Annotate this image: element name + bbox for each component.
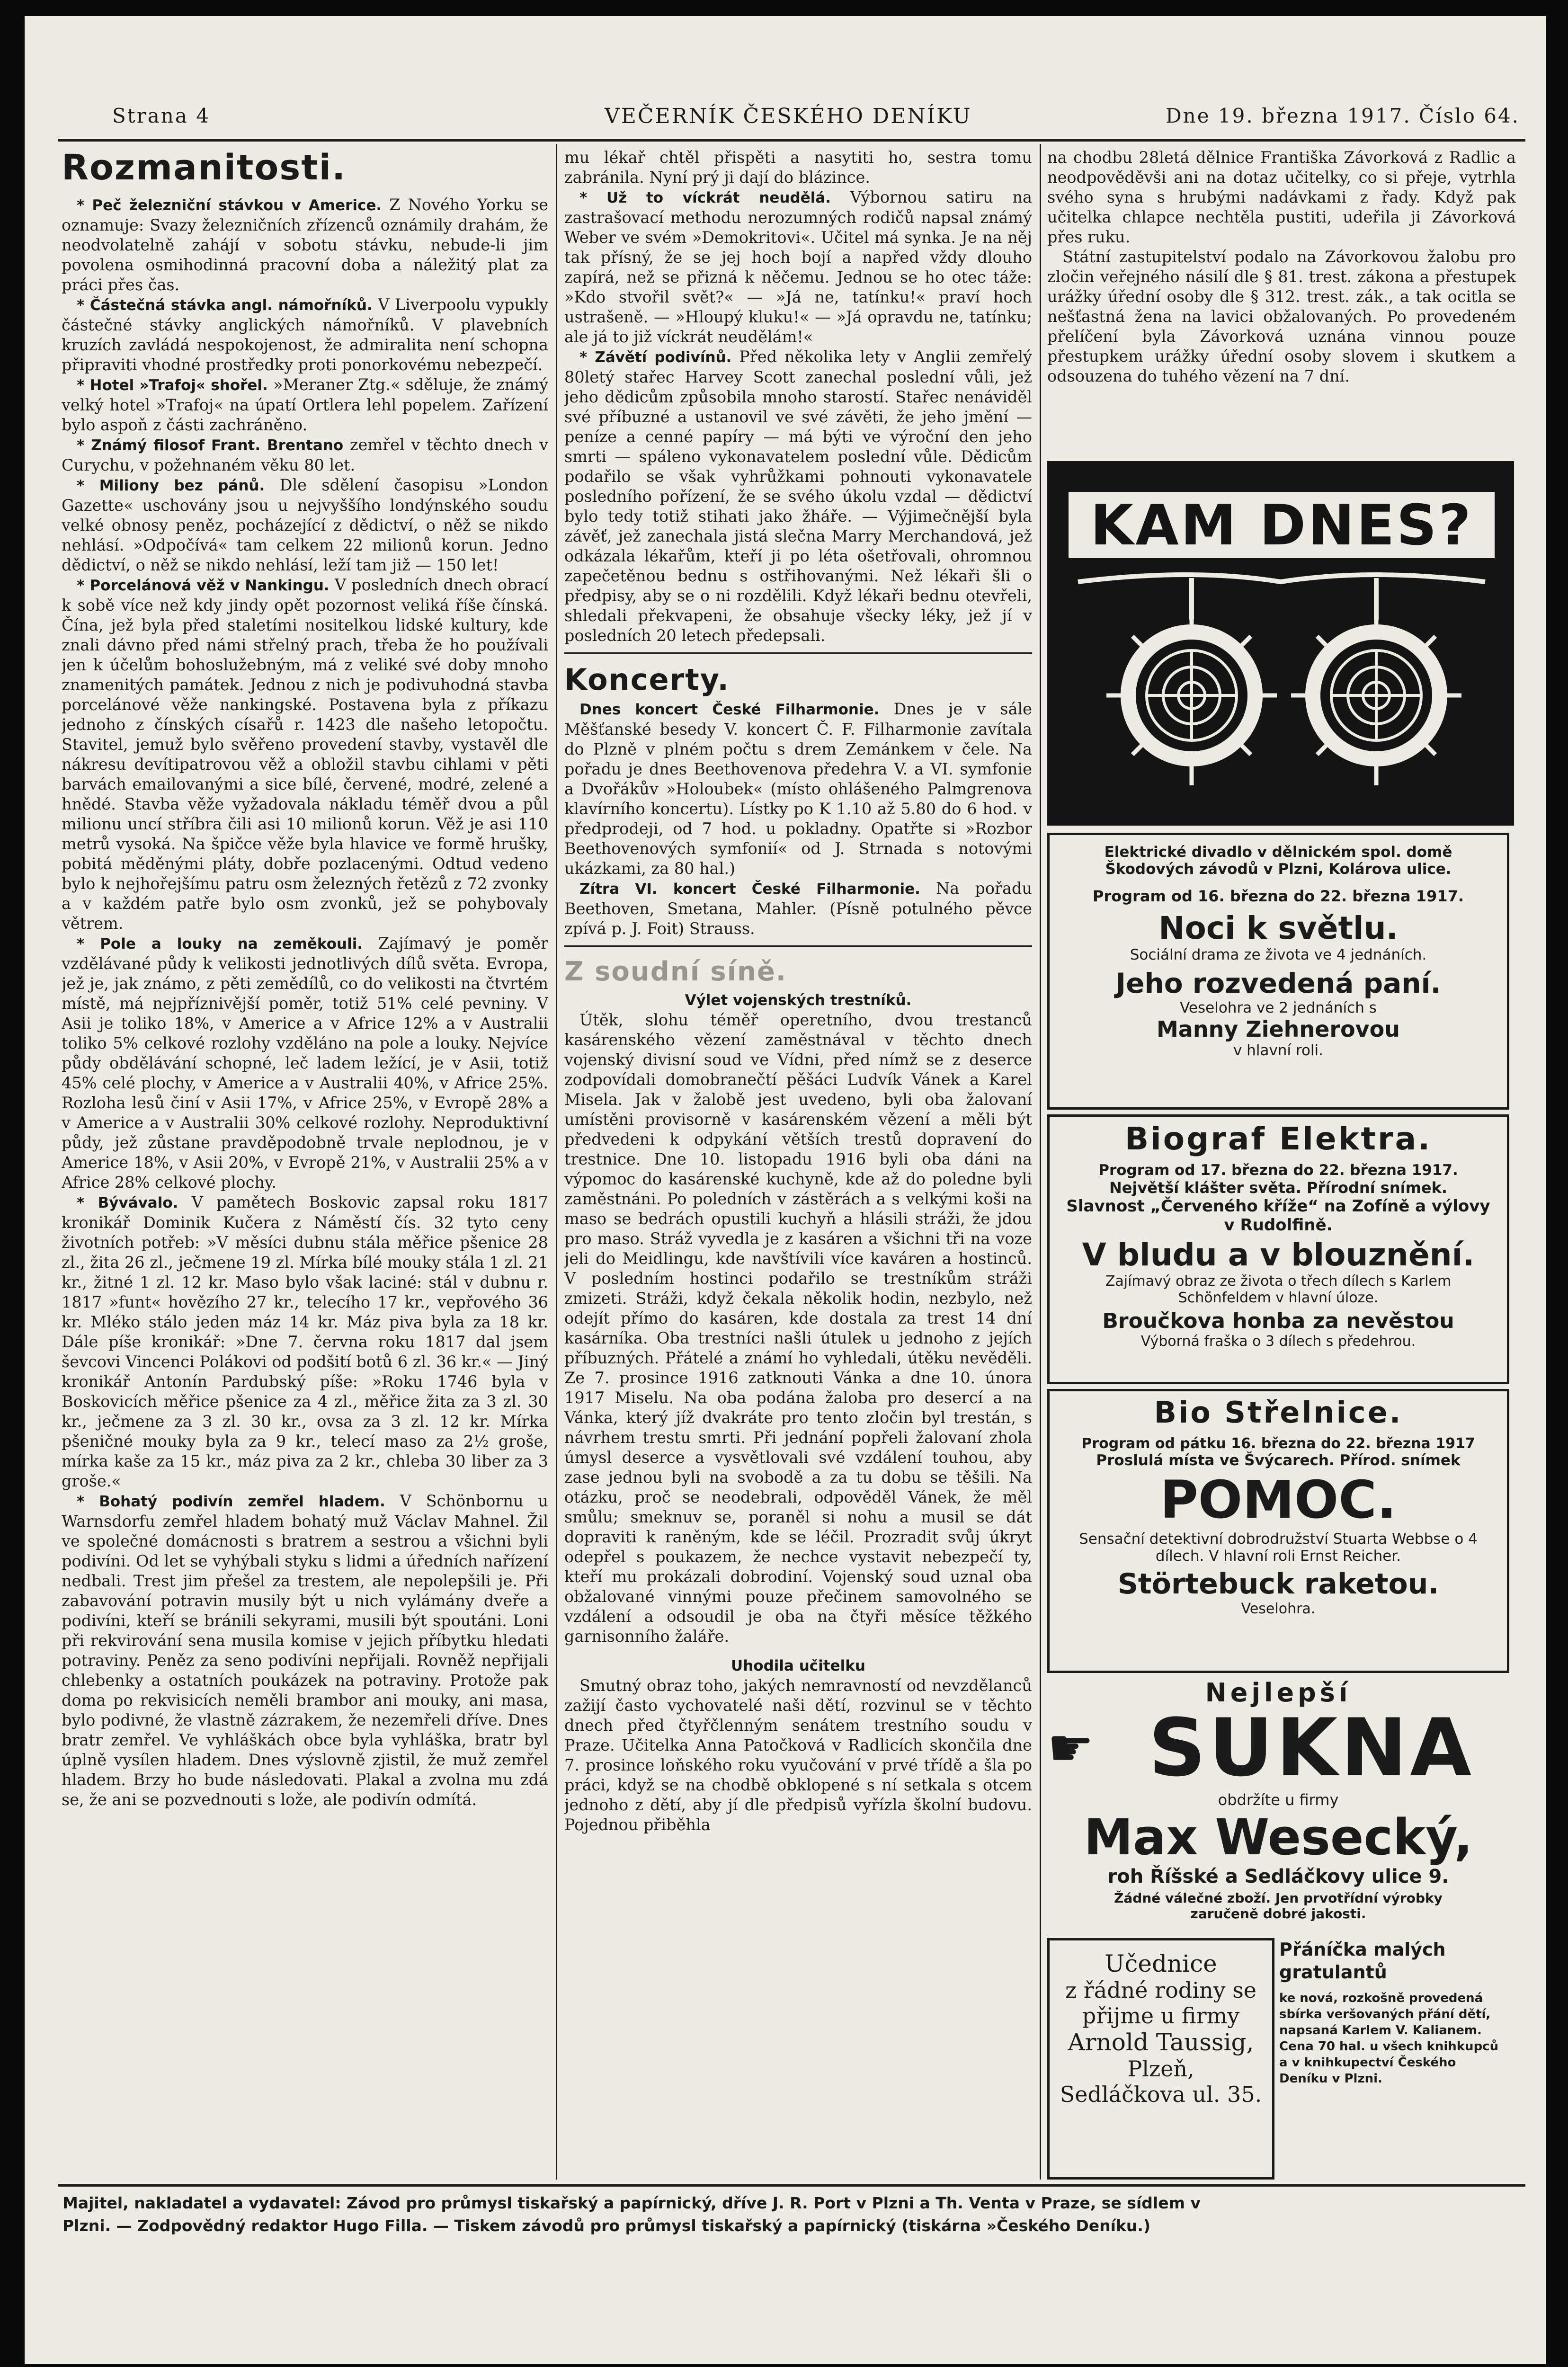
article-title-vylet: Výlet vojenských trestníků. xyxy=(685,992,912,1009)
theater-name-line2: Škodových závodů v Plzni, Kolárova ulice. xyxy=(1105,861,1452,878)
article-heading: Zítra VI. koncert České Filharmonie. xyxy=(579,881,920,898)
article-paragraph xyxy=(564,699,1032,879)
street-lamps-illustration xyxy=(1050,568,1512,814)
elektra-subtitle-2: Výborná fraška o 3 dílech s předehrou. xyxy=(1140,1333,1416,1350)
imprint-line-1: Majitel, nakladatel a vydavatel: Závod pro průmysl tiskařský a papírnický, dříve J. R. Port v Plzni a Th. Venta v Praze, se sídlem v xyxy=(62,2194,1201,2212)
article-text: Před několika lety v Anglii zemřelý 80letý stařec Harvey Scott zanechal poslední vůli, jež jeho dědicům způsobila mnoho starostí. Stařec nenáviděl své příbuzné a ustanovil ve své závěti, že jeho jmění — peníze a cenné papíry — má býti ve výroční den jeho smrti — spáleno vykonavatelem poslední vůle. Dědicům podařilo se však vyhrůžkami pohnouti vykonavatele posledního pořízení, že se svého úkolu vzdal — dědictví bylo tedy totiž stihati jako žháře. — Výjimečnější byla závěť, jež zanechala jistá slečna Marry Merchandová, jež odkázala lékařům, kteří ji po léta ošetřovali, ohromnou zapečetěnou bednu s ostřihovanými. Než lékaři šli o předpisy, aby se o ni rozdělili. Když lékaři bednu otevřeli, shledali překvapeni, že obsahuje všecky léky, jež jí v posledních 20 letech předepsali. xyxy=(564,347,1032,645)
ucednice-l4: Arnold Taussig, xyxy=(1068,2029,1254,2056)
ucednice-l1: Učednice xyxy=(1105,1950,1217,1977)
concert-articles xyxy=(564,699,1032,939)
kam-dnes-banner xyxy=(1047,461,1514,826)
article-paragraph xyxy=(62,195,548,295)
column-rule-1 xyxy=(556,144,557,2180)
article-heading: * Miliony bez pánů. xyxy=(77,477,265,494)
theater-title-1: Noci k světlu. xyxy=(1158,910,1398,946)
sukna-big: SUKNA xyxy=(1148,1701,1475,1794)
header-rule xyxy=(58,139,1525,142)
bio-name: Bio Střelnice. xyxy=(1154,1395,1403,1430)
elektra-name: Biograf Elektra. xyxy=(1124,1121,1432,1157)
article-paragraph xyxy=(62,295,548,375)
article-title-uhodila: Uhodila učitelku xyxy=(731,1657,865,1674)
bio-subtitle-1: Sensační detektivní dobrodružství Stuarta Webbse o 4 dílech. V hlavní roli Ernst Reicher. xyxy=(1079,1531,1478,1565)
masthead: VEČERNÍK ČESKÉHO DENÍKU xyxy=(605,104,972,128)
article-text: »Meraner Ztg.« sděluje, že známý velký hotel »Trafoj« na úpatí Ortlera lehl popelem. Zařízení bylo aspoň z části zachráněno. xyxy=(62,375,548,434)
ad-elektricke-divadlo xyxy=(1047,833,1509,1110)
bio-line1: Proslulá místa ve Švýcarech. Přírod. snímek xyxy=(1096,1452,1461,1469)
article-uhodila: Smutný obraz toho, jakých nemravností od nevzdělanců zažijí často vychovatelé naši dětí, rozvinul se v těchto dnech před čtyřčlenným senátem trestního soudu v Praze. Učitelka Anna Patočková v Radlicích skončila dne 7. prosince loňského roku vyučování v prvé třídě a šla po práci, když se na chodbě obklopené s ní setkala s otcem jednoho z dětí, aby jí dle předpisů vyřízla školní budovu. Pojednou přiběhla xyxy=(564,1676,1032,1834)
column-2-articles xyxy=(564,187,1032,646)
column-rule-2 xyxy=(1040,144,1041,2180)
theater-actress: Manny Ziehnerovou xyxy=(1157,1016,1400,1042)
divider-koncerty xyxy=(564,652,1032,654)
issue-date: Dne 19. března 1917. Číslo 64. xyxy=(1166,104,1520,127)
elektra-program: Program od 17. března do 22. března 1917. xyxy=(1098,1162,1458,1179)
sukna-firm: Max Wesecký, xyxy=(1084,1808,1473,1866)
article-text: Výbornou satiru na zastrašovací methodu nerozumných rodičů napsal známý Weber ve svém »Demokritovi«. Učitel má synka. Je na něj tak přísný, že se jej hoch bojí a napřed vždy dlouho zapírá, než se přizná k něčemu. Jednou se ho otec táže: »Kdo stvořil svět?« — »Já ne, tatínku!« praví hoch ustrašeně. — »Hloupý kluku!« — »Já opravdu ne, tatínku; ale já to již víckrát neudělám!« xyxy=(564,188,1032,346)
newspaper-page xyxy=(25,16,1546,2364)
bio-title-2: Störtebuck raketou. xyxy=(1117,1567,1439,1601)
kam-dnes-title: KAM DNES? xyxy=(1069,492,1495,558)
article-paragraph xyxy=(564,187,1032,347)
column-2 xyxy=(564,148,1032,2183)
article-heading: * Známý filosof Frant. Brentano xyxy=(77,437,344,454)
article-text: Na pořadu Beethoven, Smetana, Mahler. (Písně potulného pěvce zpívá p. J. Foit) Strauss. xyxy=(564,879,1032,938)
article-text: V posledních dnech obrací k sobě více než kdy jindy opět pozornost veliká říše čínská. Čína, jež byla před staletími nositelkou lidské kultury, kde znali dávno před námi střelný prach, třeba že ho používali jen k účelům bohoslužebným, má z veliké své doby mnoho znamenitých památek. Jednou z nich je podivuhodná stavba porcelánové věže nankingské. Postavena byla z příkazu jednoho z čínských císařů r. 1423 dle našeho letopočtu. Stavitel, jemuž bylo svěřeno provedení stavby, vystavěl dle nákresu devítipatrovou věž a obložil stavbu cihlami v pěti barvách emailovanými a sice bílé, červené, modré, zelené a hnědé. Stavba věže vyžadovala nákladu téměř dvou a půl milionu uncí stříbra čili asi 10 milionů korun. Věž je asi 110 metrů vysoká. Na špičce věže byla hlavice ve formě hrušky, pobitá měděnými pláty, dobře pozlacenými. Odtud vedeno bylo k nejhořejšímu patru osm železných řetězů z 72 zvonky a v každém patře bylo osm zvonků, jež se pohybovaly větrem. xyxy=(62,576,548,933)
sukna-top: Nejlepší xyxy=(1205,1678,1352,1708)
pranicka-title: Přáníčka malých gratulantů xyxy=(1279,1939,1446,1983)
article-zavorkova: na chodbu 28letá dělnice Františka Závorková z Radlic a neodpověděvši ani na dotaz učitelky, co si přeje, vytrhla svého syna s hrubými nadávkami z řady. Když pak učitelka chlapce nechtěla pustiti, udeřila ji Závorková přes ruku. xyxy=(1047,148,1516,246)
article-text: Dnes je v sále Měšťanské besedy V. koncert Č. F. Filharmonie zavítala do Plzně v plném počtu s drem Zemánkem v čele. Na pořadu je dnes Beethovenova předehra V. a VI. symfonie a Dvořákův »Holoubek« (místo ohlášeného Palmgrenova klavírního koncertu). Lístky po K 1.10 až 5.80 do 6 hod. v předprodeji, od 7 hod. u pokladny. Opatřte si »Rozbor Beethovenových symfonií« od J. Strnada s notovými ukázkami, za 80 hal.) xyxy=(564,700,1032,878)
article-heading: Dnes koncert České Filharmonie. xyxy=(579,701,880,718)
section-title-koncerty: Koncerty. xyxy=(564,662,730,697)
elektra-title-2: Broučkova honba za nevěstou xyxy=(1102,1309,1454,1333)
article-text: Z Nového Yorku se oznamuje: Svazy železničních zřízenců oznámily drahám, že neodvolatelně zahájí v sobotu stávku, nebude-li jim povolena osmihodinná pracovní doba a náležitý plat za práci přes čas. xyxy=(62,196,548,294)
article-paragraph xyxy=(62,435,548,475)
article-heading: * Hotel »Trafoj« shořel. xyxy=(77,377,268,394)
theater-title-2: Jeho rozvedená paní. xyxy=(1115,967,1441,999)
page-number: Strana 4 xyxy=(112,104,210,127)
elektra-subtitle-1: Zajímavý obraz ze života o třech dílech s Karlem Schönfeldem v hlavní úloze. xyxy=(1105,1273,1452,1306)
theater-subtitle-1: Sociální drama ze života ve 4 jednáních. xyxy=(1130,946,1427,963)
theater-name-line1: Elektrické divadlo v dělnickém spol. domě xyxy=(1104,844,1452,861)
article-heading: * Bývávalo. xyxy=(77,1194,178,1211)
elektra-line2: Slavnost „Červeného kříže“ na Zofíně a výlovy v Rudolfině. xyxy=(1066,1197,1490,1235)
sukna-note-1: Žádné válečné zboží. Jen prvotřídní výrobky xyxy=(1114,1890,1443,1906)
article-zavorkova-2: Státní zastupitelství podalo na Závorkovou žalobu pro zločin veřejného násilí dle § 81. trest. zákona a přestupek urážky úřední osoby dle § 312. trest. zák., a tak ocitla se nešťastná žena na lavici obžalovaných. Po provedeném přelíčení byla Závorková uznána vinnou pouze přestupkem urážky úřední osoby slovem i skutkem a odsouzena do tuhého vězení na 7 dní. xyxy=(1047,248,1516,385)
article-paragraph xyxy=(62,375,548,435)
bio-subtitle-2: Veselohra. xyxy=(1241,1601,1316,1617)
article-paragraph xyxy=(62,575,548,934)
article-heading: * Částečná stávka angl. námořníků. xyxy=(77,297,373,314)
ucednice-l3: přijme u firmy xyxy=(1082,2003,1240,2029)
theater-subtitle-2: Veselohra ve 2 jednáních s xyxy=(1180,999,1377,1016)
elektra-line1: Největší klášter světa. Přírodní snímek. xyxy=(1109,1179,1448,1197)
ad-biograf-elektra xyxy=(1047,1114,1509,1384)
article-paragraph xyxy=(62,1491,548,1810)
bio-program: Program od pátku 16. března do 22. března 1917 xyxy=(1081,1435,1475,1452)
bio-title-1: POMOC. xyxy=(1160,1469,1397,1530)
article-text: V pamětech Boskovic zapsal roku 1817 kronikář Dominik Kučera z Náměstí čís. 32 tyto ceny životních potřeb: »V měsíci dubnu stála měřice pšenice 28 zl., žita 26 zl., ječmene 19 zl. Mírka bílé mouky stála 1 zl. 21 kr., žitné 1 zl. 12 kr. Maso bylo však laciné: stál v dubnu r. 1817 »funt« hovězího 27 kr., telecího 17 kr., vepřového 36 kr. Mléko stálo jeden máz 14 kr. Máz piva byla za 18 kr. Dále píše kronikář: »Dne 7. června roku 1817 dal jsem ševcovi Vincenci Polákovi od podšití botů 6 zl. 36 kr.« — Jiný kronikář Antonín Pardubský píše: »Roku 1746 byla v Boskovicích měřice pšenice za 4 zl., měřice žita za 3 zl. 30 kr., ječmene za 3 zl. 30 kr., ovsa za 3 zl. 12 kr. Mírka pšeničné mouky byla za 9 kr., telecí maso za 2½ groše, mírka kaše za 15 kr., máz piva za 2 kr., chleba 30 liber za 3 groše.« xyxy=(62,1193,548,1490)
article-vylet: Útěk, slohu téměř operetního, dvou trestanců kasárenského vězení zaměstnával v těchto dnech vojenský divisní soud ve Vídni, před nímž se z deserce zodpovídali domobranečtí pěšáci Ludvík Vánek a Karel Misela. Jak v žalobě jest uvedeno, byli oba žalovaní umístěni provisorně v kasárenském vězení a měli být předvedeni k odpykání větších trestů dopravení do trestnice. Dne 10. listopadu 1916 byli oba dáni na výpomoc do kasárenské kuchyně, kde až do poledne byli zaměstnáni. Po poledních v zástěrách a s velkými koši na maso se bedrách opustili kuchyň a hlásili stráži, že jdou pro maso. Stráž vyvedla je z kasáren a všichni tři na voze jeli do Meidlingu, kde navštívili více kaváren a hostinců. V posledním hostinci podařilo se trestníkům stráži zmizeti. Stráži, když čekala několik hodin, nezbylo, než odejít přímo do kasáren, kde dostala za trest 14 dní kasárníka. Oba trestníci našli útulek u jednoho z jejích příbuzných. Přátelé a známí ho vyhledali, útěku nevěděli. Ze 7. prosince 1916 zatknouti Vánka a dne 10. února 1917 Miselu. Na oba podána žaloba pro desercí a na Vánka, který jíž dvakráte pro tento zločin byl trestán, s návrhem trestu smrti. Při jednání popřeli žalovaní zhola úmysl deserce a vysvětlovali své vzdálení touhou, aby zase jednou byli na svobodě a za tu dobu se těšili. Na otázku, proč se neodebrali, odpověděl Vánek, že měl smůlu; smeknuv se, poraněl si nohu a musil se dát dopraviti k raněným, kde se léčil. Prozradit svůj úkryt odepřel s poukazem, že nechce vystavit nebezpečí ty, kteří mu prokázali dobrodiní. Vojenský soud uznal oba obžalované vinnými pouze přečinem samovolného se vzdálení a odsoudil je oba na čtyři měsíce těžkého garnisonního žaláře. xyxy=(564,1011,1032,1646)
section-title-rozmanitosti: Rozmanitosti. xyxy=(62,147,347,188)
article-heading: * Pole a louky na zeměkouli. xyxy=(77,935,363,952)
pointing-hand-icon: ☛ xyxy=(1047,1717,1094,1778)
ad-bio-strelnice xyxy=(1047,1389,1509,1673)
continued-text: mu lékař chtěl přispěti a nasytiti ho, sestra tomu zabránila. Nyní prý ji dají do blázince. xyxy=(564,148,1032,187)
section-title-soudni: Z soudní síně. xyxy=(564,956,787,987)
column-1-articles xyxy=(62,195,548,1810)
ucednice-l5: Plzeň, xyxy=(1127,2056,1194,2082)
column-1 xyxy=(62,144,548,2184)
ucednice-l6: Sedláčkova ul. 35. xyxy=(1060,2082,1262,2107)
article-text: V Liverpoolu vypukly částečné stávky anglických námořníků. V plavebních kruzích zavládá nespokojenost, že admiralita není schopna připraviti vhodné prostředky proti ponorkovému nebezpečí. xyxy=(62,295,548,374)
article-paragraph xyxy=(62,475,548,575)
article-paragraph xyxy=(62,1192,548,1491)
column-3-text xyxy=(1047,148,1516,386)
article-paragraph xyxy=(62,934,548,1192)
sukna-address: roh Říšské a Sedláčkovy ulice 9. xyxy=(1107,1866,1449,1887)
divider-soudni xyxy=(564,945,1032,947)
article-paragraph xyxy=(564,347,1032,646)
elektra-title-1: V bludu a v blouznění. xyxy=(1082,1237,1475,1273)
theater-program: Program od 16. března do 22. března 1917. xyxy=(1093,887,1464,905)
article-paragraph xyxy=(564,879,1032,939)
article-heading: * Bohatý podivín zemřel hladem. xyxy=(77,1493,385,1510)
article-heading: * Peč železniční stávkou v Americe. xyxy=(77,197,382,214)
imprint-line-2: Plzni. — Zodpovědný redaktor Hugo Filla. — Tiskem závodů pro průmysl tiskařský a papírnický (tiskárna »Českého Deníku.) xyxy=(62,2216,1151,2235)
ad-sukna xyxy=(1047,1678,1509,1929)
article-heading: * Už to víckrát neudělá. xyxy=(579,189,831,206)
article-heading: * Závětí podivínů. xyxy=(579,349,732,366)
ad-pranicka xyxy=(1279,1938,1506,2175)
footer-rule xyxy=(58,2184,1525,2187)
article-text: Dle sdělení časopisu »London Gazette« uschovány jsou u nejvyššího londýnského soudu velké obnosy peněz, pocházející z dědictví, o něž se nikdo nehlásí. »Odpočívá« tam celkem 22 milionů korun. Jedno dědictví, o něž se nikdo nehlásí, leží tam již — 150 let! xyxy=(62,476,548,574)
pranicka-text: ke nová, rozkošně provedená sbírka veršovaných přání dětí, napsaná Karlem V. Kalianem. Cena 70 hal. u všech knihkupců a v knihkupectví Českého Deníku v Plzni. xyxy=(1279,1991,1499,2086)
ucednice-l2: z řádné rodiny se xyxy=(1065,1977,1257,2003)
article-text: Zajímavý je poměr vzdělávané půdy k velikosti jednotlivých dílů světa. Evropa, jež je, jak známo, z pěti zemědílů, co do velikosti na čtvrtém místě, má nejpříznivější poměr, totiž 51% celé pevniny. V Asii je toliko 18%, v Americe a v Africe 12% a v Australii toliko 5% celkové rozlohy vzděláno na pole a louky. Nejvíce půdy obdělávání schopné, leč ladem ležící, je v Asii, totiž 45% celé plochy, v Americe a v Australii 40%, v Africe 25%. Rozloha lesů činí v Asii 17%, v Africe 25%, v Evropě 28% a v Americe a v Australii 30% celkové rozlohy. Neproduktivní půdy, jež zůstane pravděpodobně trvale neplodnou, je v Americe 18%, v Asii 20%, v Evropě 21%, v Australii 25% a v Africe 28% celkové plochy. xyxy=(62,934,548,1192)
article-text: zemřel v těchto dnech v Curychu, v požehnaném věku 80 let. xyxy=(62,436,548,474)
ad-ucednice xyxy=(1047,1938,1274,2180)
theater-role: v hlavní roli. xyxy=(1233,1042,1324,1059)
sukna-note-2: zaručeně dobré jakosti. xyxy=(1190,1906,1366,1922)
article-text: V Schönbornu u Warnsdorfu zemřel hladem bohatý muž Václav Mahnel. Žil ve společné domácnosti s bratrem a sestrou a všichni byli podivíni. Od let se vyhýbali styku s lidmi a úředních nařízení nedbali. Trest jim přešel za trestem, ale nepolepšili je. Při zabavování potravin musily být u nich vylámány dveře a podivíni, kteří se bránili sekyrami, musili být spoutáni. Loni při rekvirování sena musila komise v jejich příbytku hledati potraviny. Peněz za seno podivíni nepřijali. Rovněž nepřijali chlebenky a ostatních poukázek na potraviny. Protože pak doma po rekvisicích neměli brambor ani mouky, ani masa, bylo podivné, že vlastně zázrakem, že nezemřeli dříve. Dnes bratr zemřel. Ve vyhláškách obce byla vyhláška, bratr byl úplně vysílen hladem. Dnes výslovně zjistil, že muž zemřel hladem. Brzy ho bude následovati. Plakal a zvolna mu zdá se, že ani se pozvednouti s lože, ale podivín odmítá. xyxy=(62,1492,548,1809)
sukna-mid: obdržíte u firmy xyxy=(1218,1791,1339,1809)
article-heading: * Porcelánová věž v Nankingu. xyxy=(77,577,330,594)
